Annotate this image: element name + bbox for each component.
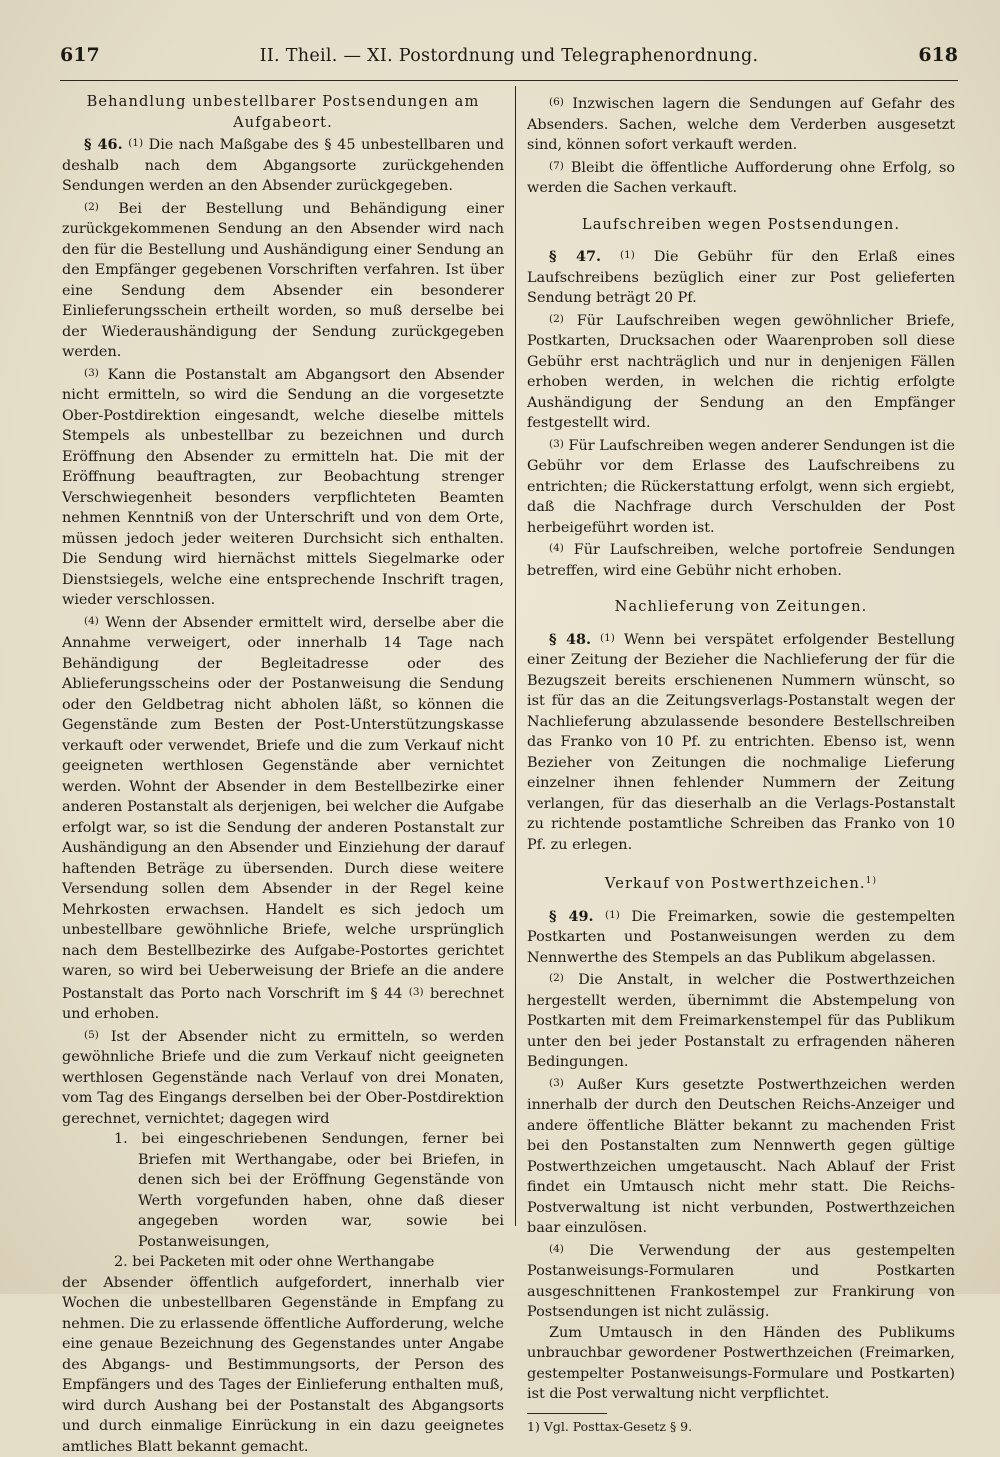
paragraph-text: Für Laufschreiben wegen gewöhnlicher Briefe, Postkarten, Drucksachen oder Waarenproben soll diese Gebühr erst nachträglich und nur in denjenigen Fällen erhoben werden, in welchen die richtig erfolgte Aushändigung der Sendung an den Empfänger festgestellt wird. <box>527 313 955 432</box>
paragraph-text: Wenn der Absender ermittelt wird, derselbe aber die Annahme verweigert, oder innerhalb 14 Tage nach Behändigung der Begleitadresse oder des Ablieferungsscheins oder der Postanweisung die Sendung oder den Geldbetrag nicht abholen läßt, so können die Gegenstände zum Besten der Post-Unterstützungskasse verkauft oder verwendet, Briefe und die zum Verkauf nicht geeigneten werthlosen Gegenstände aber vernichtet werden. Wohnt der Absender in dem Bestellbezirke einer anderen Postanstalt als derjenigen, bei welcher die Aufgabe erfolgt war, so ist die Sendung der anderen Postanstalt zur Aushändigung an den Absender und Einziehung der darauf haftenden Beträge zu übersenden. Durch diese weitere Versendung sollen dem Absender in der Regel keine Mehrkosten erwachsen. Handelt es sich jedoch um unbestellbare gewöhnliche Briefe, welche ursprünglich nach dem Bestellbezirke des Aufgabe-Postortes gerichtet waren, so wird bei Ueberweisung der Briefe an die andere Postanstalt das Porto nach Vorschrift im § 44 <box>62 615 504 1002</box>
paragraph-text: Inzwischen lagern die Sendungen auf Gefahr des Absenders. Sachen, welche dem Verderben ausgesetzt sind, können sofort verkauft werden. <box>527 96 955 153</box>
paragraph-mark: (3) <box>84 367 99 379</box>
paragraph-mark: (1) <box>128 137 143 149</box>
paragraph-47-4 <box>527 538 955 581</box>
paragraph-46-2 <box>62 197 504 363</box>
paragraph-mark: (2) <box>549 972 564 984</box>
paragraph-48-1 <box>527 628 955 856</box>
paragraph-46-5 <box>62 1025 504 1130</box>
section-heading-48: Nachlieferung von Zeitungen. <box>527 597 955 618</box>
paragraph-mark: (6) <box>549 96 564 108</box>
section-number: § 47. <box>549 248 601 265</box>
left-column <box>62 92 504 1457</box>
header-rule <box>60 80 958 81</box>
paragraph-text: Für Laufschreiben, welche portofreie Sendungen betreffen, wird eine Gebühr nicht erhoben. <box>527 542 955 579</box>
paragraph-49-5: Zum Umtausch in den Händen des Publikums unbrauchbar gewordener Postwerthzeichen (Freimarken, gestempelter Postanweisungs-Formulare und Postkarten) ist die Post verwaltung nicht verpflichtet. <box>527 1323 955 1405</box>
paragraph-47-3 <box>527 434 955 539</box>
paragraph-mark: (4) <box>549 1243 564 1255</box>
paragraph-mark: (2) <box>84 201 99 213</box>
paragraph-reference: (3) <box>409 986 424 998</box>
section-heading-46: Behandlung unbestellbarer Postsendungen am Aufgabeort. <box>62 92 504 133</box>
footnote-rule <box>527 1413 607 1414</box>
paragraph-47-2 <box>527 309 955 434</box>
list-item: 1. bei eingeschriebenen Sendungen, ferner bei Briefen mit Werthangabe, oder bei Briefen, in denen sich bei der Eröffnung Gegenstände von Werth vorgefunden haben, ohne daß dieser angegeben worden war, sowie bei Postanweisungen, <box>62 1129 504 1252</box>
running-header <box>60 44 958 74</box>
paragraph-46-4 <box>62 611 504 1025</box>
paragraph-mark: (7) <box>549 160 564 172</box>
paragraph-text: Bei der Bestellung und Behändigung einer zurückgekommenen Sendung an den Absender wird nach den für die Bestellung und Aushändigung einer Sendung an den Empfänger gegebenen Vorschriften verfahren. Ist über eine Sendung dem Absender ein besonderer Einlieferungsschein ertheilt worden, so muß derselbe bei der Wiederaushändigung der Sendung zurückgegeben werden. <box>62 201 504 361</box>
heading-text: Verkauf von Postwerthzeichen. <box>605 875 866 892</box>
paragraph-mark: (4) <box>549 542 564 554</box>
section-number: § 49. <box>549 908 594 925</box>
paragraph-47-1 <box>527 245 955 309</box>
section-heading-49 <box>527 871 955 895</box>
paragraph-46-3 <box>62 363 504 611</box>
paragraph-text: Die Verwendung der aus gestempelten Postanweisungs-Formularen und Postkarten ausgeschnittenen Frankostempel zur Frankirung von Postsendungen ist nicht zulässig. <box>527 1243 955 1321</box>
paragraph-text: Die Freimarken, sowie die gestempelten Postkarten und Postanweisungen werden zu dem Nennwerthe des Stempels an das Publikum abgelassen. <box>527 909 955 966</box>
paragraph-mark: (1) <box>605 909 620 921</box>
list-item: 2. bei Packeten mit oder ohne Werthangabe <box>62 1252 504 1273</box>
paragraph-49-1 <box>527 905 955 969</box>
paragraph-mark: (1) <box>620 249 635 261</box>
paragraph-46-6-cont <box>527 92 955 156</box>
footnote: 1) Vgl. Posttax-Gesetz § 9. <box>527 1418 955 1436</box>
paragraph-text: Die nach Maßgabe des § 45 unbestellbaren und deshalb nach dem Abgangsorte zurückgehenden Sendungen werden an den Absender zurückgegeben. <box>62 137 504 194</box>
paragraph-text: Außer Kurs gesetzte Postwerthzeichen werden innerhalb der durch den Deutschen Reichs-Anzeiger und andere öffentliche Blätter bekannt zu machenden Frist bei den Postanstalten zum Nennwerth gegen gültige Postwerthzeichen umgetauscht. Nach Ablauf der Frist findet ein Umtausch nicht mehr statt. Die Reichs-Postverwaltung ist nicht verbunden, Postwerthzeichen baar einzulösen. <box>527 1077 955 1237</box>
paragraph-mark: (1) <box>600 632 615 644</box>
paragraph-text: Die Gebühr für den Erlaß eines Laufschreibens bezüglich einer zur Post gelieferten Sendung beträgt 20 Pf. <box>527 249 955 306</box>
paragraph-text: Kann die Postanstalt am Abgangsort den Absender nicht ermitteln, so wird die Sendung an die vorgesetzte Ober-Postdirektion eingesandt, welche dieselbe mittels Stempels als unbestellbar zu bezeichnen und durch Eröffnung den Absender zu ermitteln hat. Die mit der Eröffnung beauftragten, zur Beobachtung strenger Verschwiegenheit besonders verpflichteten Beamten nehmen Kenntniß von der Unterschrift und von dem Orte, müssen jedoch jeder weiteren Durchsicht sich enthalten. Die Sendung wird hiernächst mittels Siegelmarke oder Dienstsiegels, welche eine entsprechende Inschrift tragen, wieder verschlossen. <box>62 367 504 609</box>
paragraph-46-1 <box>62 133 504 197</box>
column-divider <box>515 86 516 1226</box>
running-title: II. Theil. — XI. Postordnung und Telegraphenordnung. <box>260 46 759 66</box>
paragraph-49-4 <box>527 1239 955 1323</box>
section-heading-47: Laufschreiben wegen Postsendungen. <box>527 215 955 236</box>
paragraph-49-2 <box>527 968 955 1073</box>
left-page-number: 617 <box>60 44 100 66</box>
paragraph-mark: (2) <box>549 313 564 325</box>
paragraph-mark: (5) <box>84 1029 99 1041</box>
footnote-marker: 1) <box>866 876 877 886</box>
paragraph-text: Die Anstalt, in welcher die Postwerthzeichen hergestellt werden, übernimmt die Abstempelung von Postkarten mit dem Freimarkenstempel für das Publikum unter den bei jeder Postanstalt zu erfragenden näheren Bedingungen. <box>527 972 955 1070</box>
section-number: § 48. <box>549 631 591 648</box>
paragraph-46-7 <box>527 156 955 199</box>
paragraph-text: Für Laufschreiben wegen anderer Sendungen ist die Gebühr vor dem Erlasse des Laufschreibens zu entrichten; die Rückerstattung erfolgt, wenn sich ergiebt, daß die Nachfrage durch Verschulden der Post herbeigeführt worden ist. <box>527 438 955 536</box>
paragraph-text: Ist der Absender nicht zu ermitteln, so werden gewöhnliche Briefe und die zum Verkauf nicht geeigneten werthlosen Gegenstände nach Verlauf von drei Monaten, vom Tag des Eingangs derselben bei der Ober-Postdirektion gerechnet, vernichtet; dagegen wird <box>62 1029 504 1127</box>
section-number: § 46. <box>84 136 123 153</box>
paragraph-text: Wenn bei verspätet erfolgender Bestellung einer Zeitung der Bezieher die Nachlieferung der für die Bezugszeit bereits erschienenen Nummern wünscht, so ist für das an die Zeitungsverlags-Postanstalt wegen der Nachlieferung abzulassende besondere Bestellschreiben das Franko von 10 Pf. zu entrichten. Ebenso ist, wenn Bezieher von Zeitungen die nochmalige Lieferung einzelner ihnen fehlender Nummern der Zeitung verlangen, für das dieserhalb an die Verlags-Postanstalt zu richtende postamtliche Schreiben das Franko von 10 Pf. zu erlegen. <box>527 632 955 853</box>
paragraph-text: Bleibt die öffentliche Aufforderung ohne Erfolg, so werden die Sachen verkauft. <box>527 160 955 197</box>
paragraph-mark: (3) <box>549 438 564 450</box>
right-column <box>527 92 955 1436</box>
paragraph-mark: (3) <box>549 1077 564 1089</box>
right-page-number: 618 <box>918 44 958 66</box>
paragraph-46-6: der Absender öffentlich aufgefordert, innerhalb vier Wochen die unbestellbaren Gegenstände in Empfang zu nehmen. Die zu erlassende öffentliche Aufforderung, welche eine genaue Bezeichnung des Gegenstandes unter Angabe des Abgangs- und Bestimmungsorts, der Person des Empfängers und des Tages der Einlieferung enthalten muß, wird durch Aushang bei der Postanstalt des Abgangsorts und durch einmalige Einrückung in ein dazu geeignetes amtliches Blatt bekannt gemacht. <box>62 1273 504 1457</box>
paragraph-mark: (4) <box>84 615 99 627</box>
paragraph-49-3 <box>527 1073 955 1239</box>
paragraph-text-end: berechnet und erhoben. <box>62 986 504 1023</box>
